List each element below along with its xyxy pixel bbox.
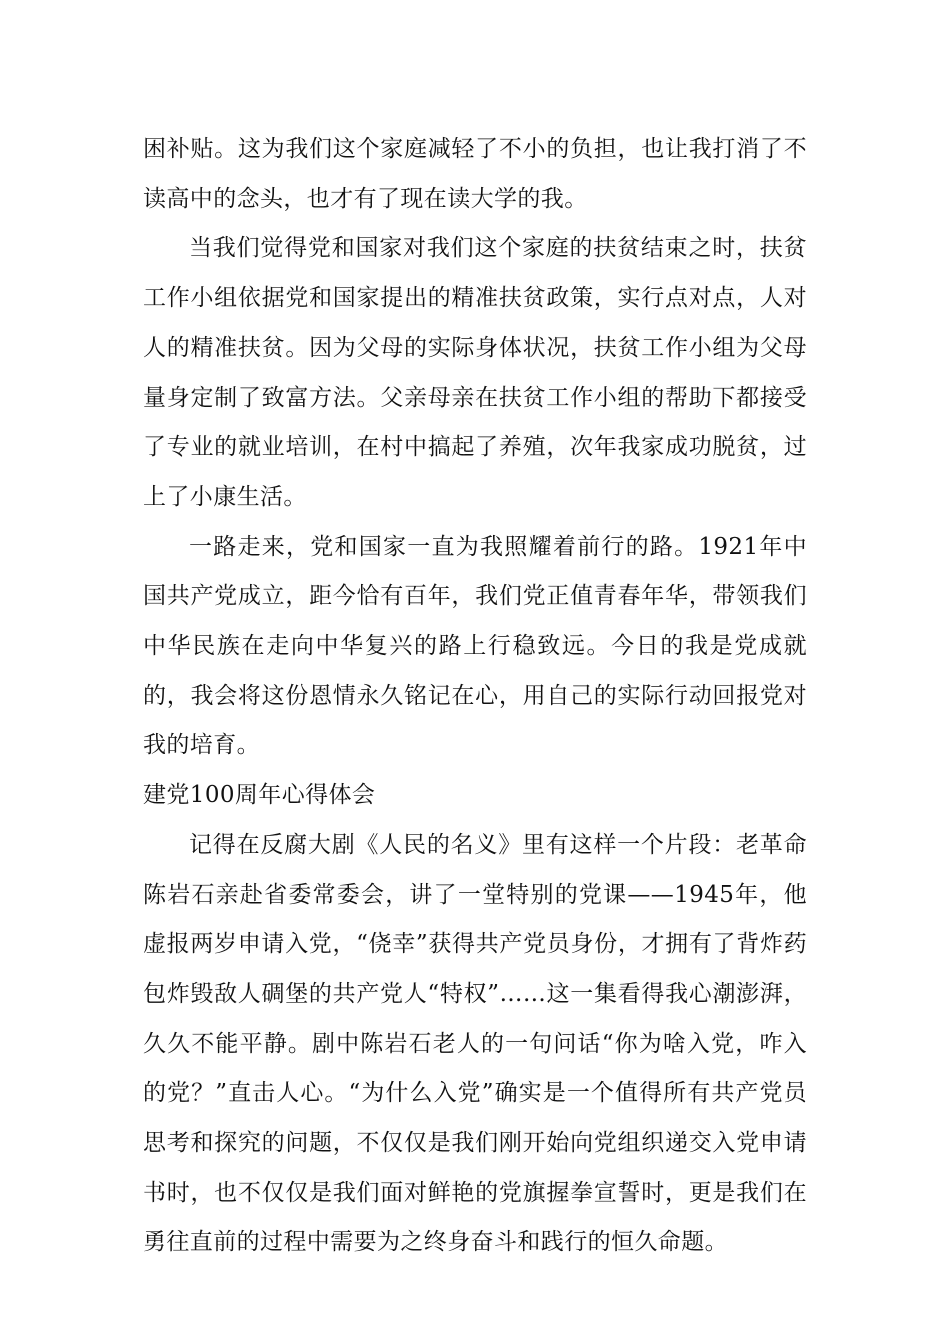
section-title: 建党100周年心得体会 bbox=[143, 782, 376, 809]
document-body bbox=[143, 125, 807, 1268]
paragraph-party-guidance: 一路走来，党和国家一直为我照耀着前行的路。1921年中国共产党成立，距今恰有百年，我们党正值青春年华，带领我们中华民族在走向中华复兴的路上行稳致远。今日的我是党成就的，我会将这份恩情永久铭记在心，用自己的实际行动回报党对我的培育。 bbox=[143, 533, 807, 759]
paragraph-why-join-party: 记得在反腐大剧《人民的名义》里有这样一个片段：老革命陈岩石亲赴省委常委会，讲了一堂特别的党课——1945年，他虚报两岁申请入党，“侥幸”获得共产党员身份，才拥有了背炸药包炸毁敌人碉堡的共产党人“特权”……这一集看得我心潮澎湃，久久不能平静。剧中陈岩石老人的一句问话“你为啥入党，咋入的党？”直击人心。“为什么入党”确实是一个值得所有共产党员思考和探究的问题，不仅仅是我们刚开始向党组织递交入党申请书时，也不仅仅是我们面对鲜艳的党旗握拳宣誓时，更是我们在勇往直前的过程中需要为之终身奋斗和践行的恒久命题。 bbox=[143, 831, 807, 1256]
paragraph-poverty-relief: 当我们觉得党和国家对我们这个家庭的扶贫结束之时，扶贫工作小组依据党和国家提出的精准扶贫政策，实行点对点，人对人的精准扶贫。因为父母的实际身体状况，扶贫工作小组为父母量身定制了致富方法。父亲母亲在扶贫工作小组的帮助下都接受了专业的就业培训，在村中搞起了养殖，次年我家成功脱贫，过上了小康生活。 bbox=[143, 235, 807, 510]
paragraph-continued: 困补贴。这为我们这个家庭减轻了不小的负担，也让我打消了不读高中的念头，也才有了现在读大学的我。 bbox=[143, 136, 807, 212]
